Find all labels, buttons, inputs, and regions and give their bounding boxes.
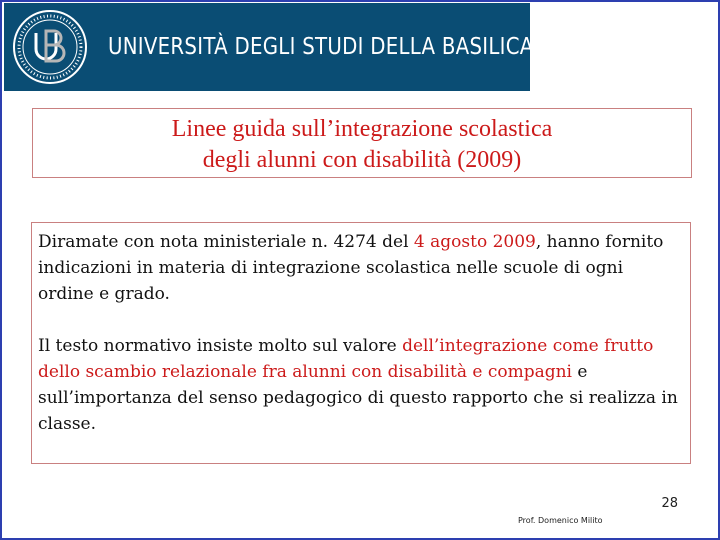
university-name: UNIVERSITÀ DEGLI STUDI DELLA BASILICATA [108, 34, 557, 60]
slide-title [32, 108, 692, 178]
paragraph-2 [38, 333, 684, 437]
paragraph-2-text-b: e sull’importanza del senso pedagogico di questo rapporto che si realizza in classe. [38, 362, 678, 434]
paragraph-1-text-a: Diramate con nota ministeriale n. 4274 del [38, 232, 414, 252]
title-line-2: degli alunni con disabilità (2009) [202, 147, 522, 173]
paragraph-2-text-a: Il testo normativo insiste molto sul valore [38, 336, 403, 356]
paragraph-1 [38, 229, 684, 307]
title-line-1: Linee guida sull’integrazione scolastica [171, 116, 553, 142]
university-banner [4, 3, 557, 91]
university-seal-icon [12, 9, 88, 85]
paragraph-1-text-b: , hanno fornito indicazioni in materia di integrazione scolastica nelle scuole di ogni ordine e grado. [38, 232, 664, 304]
page-number: 28 [661, 496, 678, 511]
author-credit: Prof. Domenico Milito [518, 516, 603, 525]
integration-highlight: dell’integrazione come frutto dello scambio relazionale fra alunni con disabilità e compagni [38, 336, 654, 382]
date-highlight: 4 agosto 2009 [413, 232, 536, 252]
body-text-box [31, 222, 691, 464]
